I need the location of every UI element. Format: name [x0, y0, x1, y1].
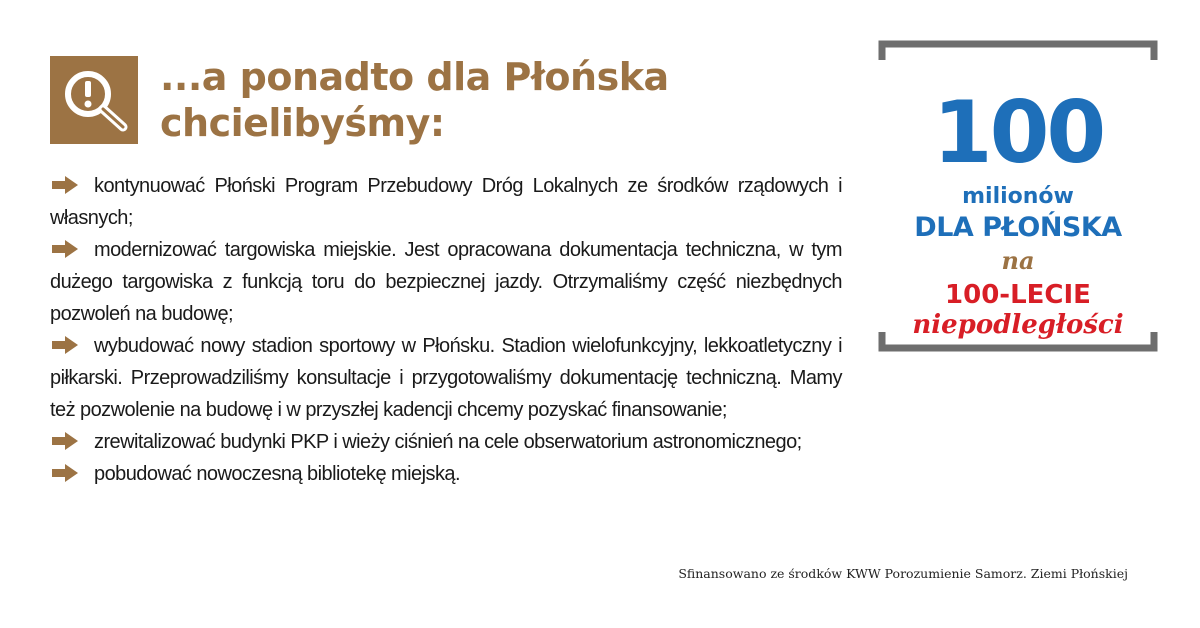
list-item-text: kontynuować Płoński Program Przebudowy Dróg Lokalnych ze środków rządowych i własnych; [50, 175, 842, 229]
goals-list [50, 170, 842, 490]
financing-note: Sfinansowano ze środków KWW Porozumienie Samorz. Ziemi Płońskiej [678, 566, 1128, 581]
page-title [160, 54, 780, 146]
list-item-text: wybudować nowy stadion sportowy w Płońsku. Stadion wielofunkcyjny, lekkoatletyczny i piłkarski. Przeprowadziliśmy konsultacje i przygotowaliśmy dokumentację techniczną. Mamy też pozwolenie na budowę i w przyszłej kadencji chcemy pozyskać finansowanie; [50, 335, 842, 421]
arrow-right-icon [50, 239, 80, 259]
list-item-text: zrewitalizować budynki PKP i wieży ciśnień na cele obserwatorium astronomicznego; [94, 431, 802, 453]
search-exclamation-icon [50, 56, 138, 144]
badge-independence: niepodległości [912, 310, 1124, 340]
badge-for-plonsk: DLA PŁOŃSKA [914, 212, 1122, 243]
badge-centenary: 100-LECIE [945, 280, 1091, 310]
page-title-line-1: ...a ponadto dla Płońska [160, 55, 669, 99]
badge-number: 100 [932, 83, 1104, 183]
list-item [50, 170, 842, 234]
centenary-badge [878, 40, 1158, 358]
badge-unit: milionów [962, 184, 1074, 209]
list-item-text: pobudować nowoczesną bibliotekę miejską. [94, 463, 461, 485]
badge-na: na [1001, 246, 1035, 275]
list-item-text: modernizować targowiska miejskie. Jest opracowana dokumentacja techniczna, w tym dużego targowiska z funkcją toru do bezpiecznej jazdy. Otrzymaliśmy część niezbędnych pozwoleń na budowę; [50, 239, 842, 325]
list-item [50, 234, 842, 330]
arrow-right-icon [50, 431, 80, 451]
list-item [50, 426, 842, 458]
page-title-line-2: chcielibyśmy: [160, 101, 445, 145]
list-item [50, 330, 842, 426]
arrow-right-icon [50, 463, 80, 483]
arrow-right-icon [50, 335, 80, 355]
arrow-right-icon [50, 175, 80, 195]
list-item [50, 458, 842, 490]
